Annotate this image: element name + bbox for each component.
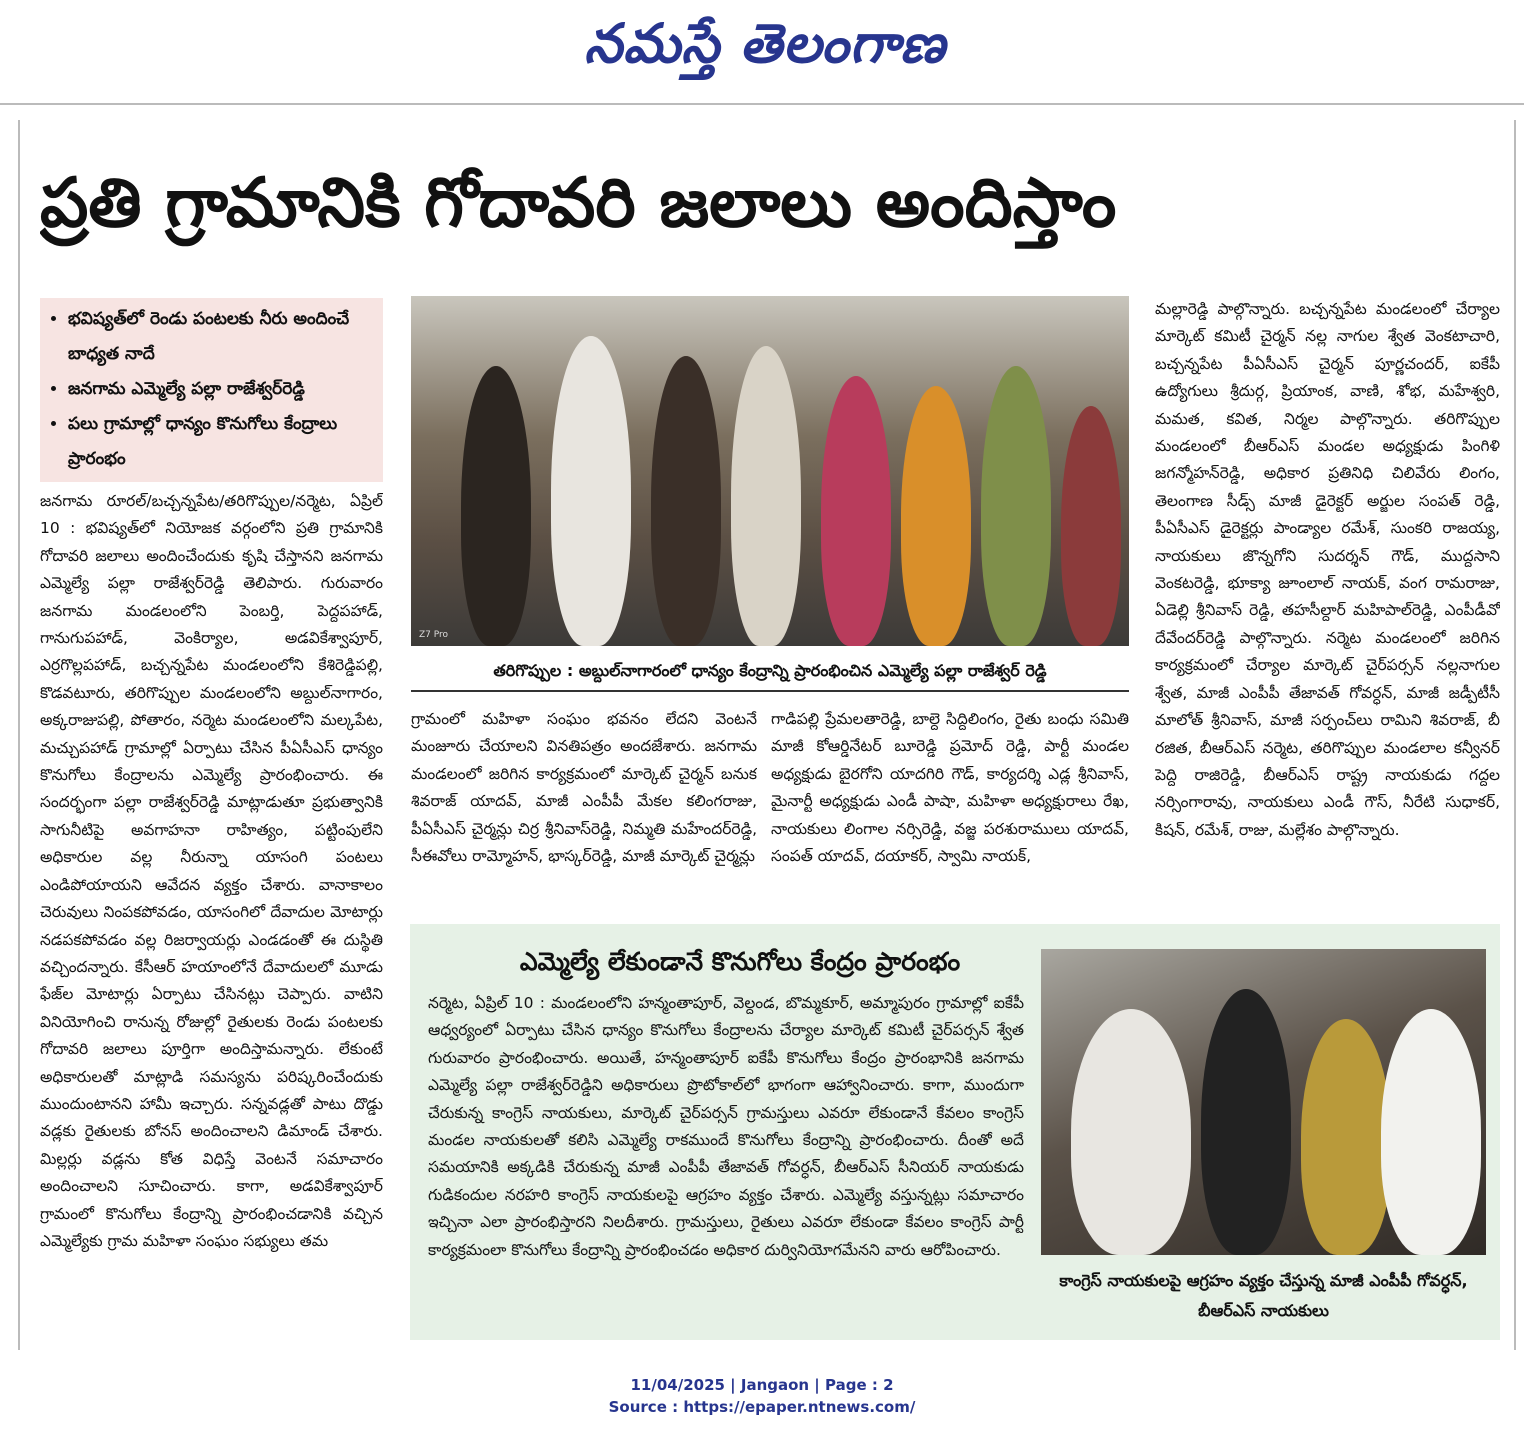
article-column-1 — [40, 488, 383, 1348]
article-text: గాడిపల్లి ప్రేమలతారెడ్డి, బాల్దె సిద్దిలింగం, రైతు బంధు సమితి మాజీ కోఆర్డినేటర్ బూరెడ్డి ప్రమోద్ రెడ్డి, పార్టీ మండల అధ్యక్షుడు బైరగోని యాదగిరి గౌడ్, కార్యదర్శి ఎడ్ల శ్రీనివాస్, మైనార్టీ అధ్యక్షుడు ఎండీ పాషా, మహిళా అధ్యక్షురాలు రేఖ, నాయకులు లింగాల నర్సిరెడ్డి, వజ్జ పరశురాములు యాదవ్, సంపత్ యాదవ్, దయాకర్, స్వామి నాయక్, — [771, 710, 1129, 866]
article-column-4 — [1155, 296, 1500, 912]
footer-date-edition: 11/04/2025 | Jangaon | Page : 2 — [630, 1376, 894, 1394]
footer-source-link[interactable]: Source : https://epaper.ntnews.com/ — [608, 1398, 916, 1416]
sidebar-story-title: ఎమ్మెల్యే లేకుండానే కొనుగోలు కేంద్రం ప్రారంభం — [519, 947, 961, 976]
article-photo — [411, 296, 1129, 646]
article-text: నర్మెట, ఏప్రిల్ 10 : మండలంలోని హన్మంతాపూర్, వెల్దండ, బొమ్మకూర్, అమ్మాపురం గ్రామాల్లో ఐకేపీ ఆధ్వర్యంలో ఏర్పాటు చేసిన ధాన్యం కొనుగోలు కేంద్రాలను చేర్యాల మార్కెట్ కమిటీ చైర్‌పర్సన్ శ్వేత గురువారం ప్రారంభించారు. అయితే, హన్మంతాపూర్ ఐకేపీ కొనుగోలు కేంద్రం ప్రారంభానికి జనగామ ఎమ్మెల్యే పల్లా రాజేశ్వర్‌రెడ్డిని అధికారులు ప్రొటోకాల్‌లో భాగంగా ఆహ్వానించారు. కాగా, ముందుగా చేరుకున్న కాంగ్రెస్ నాయకులు, మార్కెట్ చైర్‌పర్సన్ గ్రామస్తులు ఎవరూ లేకుండానే కేవలం కాంగ్రెస్ మండల నాయకులతో కలిసి ఎమ్మెల్యే రాకముందే కొనుగోలు కేంద్రాన్ని ప్రారంభించారు. దీంతో అదే సమయానికి అక్కడికి చేరుకున్న మాజీ ఎంపీపీ తేజావత్ గోవర్ధన్, బీఆర్ఎస్ సీనియర్ నాయకుడు గుడికందుల నరహరి కాంగ్రెస్ నాయకులపై ఆగ్రహం వ్యక్తం చేశారు. ఎమ్మెల్యే వస్తున్నట్లు సమాచారం ఇచ్చినా ఎలా ప్రారంభిస్తారని నిలదీశారు. గ్రామస్తులు, రైతులు ఎవరూ లేకుండా కేవలం కాంగ్రెస్ పార్టీ కార్యక్రమంలా కొనుగోలు కేంద్రాన్ని ప్రారంభించడం అధికార దుర్వినియోగమేనని వారు ఆరోపించారు. — [428, 994, 1024, 1259]
highlight-item: • జనగామ ఎమ్మెల్యే పల్లా రాజేశ్వర్‌రెడ్డి — [68, 372, 373, 407]
masthead — [0, 0, 1524, 105]
page-footer — [0, 1374, 1524, 1422]
sidebar-photo-caption: కాంగ్రెస్ నాయకులపై ఆగ్రహం వ్యక్తం చేస్తున్న మాజీ ఎంపీపీ గోవర్ధన్, బీఆర్ఎస్ నాయకులు — [1059, 1271, 1468, 1320]
highlight-item: • భవిష్యత్‌లో రెండు పంటలకు నీరు అందించే బాధ్యత నాదే — [68, 302, 373, 372]
article-text: గ్రామంలో మహిళా సంఘం భవనం లేదని వెంటనే మంజూరు చేయాలని వినతిపత్రం అందజేశారు. జనగామ మండలంలో జరిగిన కార్యక్రమంలో మార్కెట్ చైర్మన్ బనుక శివరాజ్ యాదవ్, మాజీ ఎంపీపీ మేకల కలింగరాజు, పీఏసీఎస్ చైర్మన్లు చిర్ర శ్రీనివాస్‌రెడ్డి, నిమ్మతి మహేందర్‌రెడ్డి, సీఈవోలు రామ్మోహన్, భాస్కర్‌రెడ్డి, మాజీ మార్కెట్ చైర్మన్లు — [411, 710, 757, 866]
highlight-item: • పలు గ్రామాల్లో ధాన్యం కొనుగోలు కేంద్రాలు ప్రారంభం — [68, 407, 373, 477]
sidebar-story-text — [428, 990, 1024, 1330]
article-text: జనగామ రూరల్/బచ్చన్నపేట/తరిగొప్పుల/నర్మెట, ఏప్రిల్ 10 : భవిష్యత్‌లో నియోజక వర్గంలోని ప్రతి గ్రామానికి గోదావరి జలాలు అందించేందుకు కృషి చేస్తానని జనగామ ఎమ్మెల్యే పల్లా రాజేశ్వర్‌రెడ్డి తెలిపారు. గురువారం జనగామ మండలంలోని పెంబర్తి, పెద్దపహాడ్, గానుగుపహాడ్, వెంకిర్యాల, అడవికేశ్వాపూర్, ఎర్రగొల్లపహాడ్, బచ్చన్నపేట మండలంలోని కేశిరెడ్డిపల్లి, కొడవటూరు, తరిగొప్పుల మండలంలోని అబ్దుల్‌నాగారం, అక్కరాజుపల్లి, పోతారం, నర్మెట మండలంలోని మల్కపేట, మచ్చుపహాడ్ గ్రామాల్లో ఏర్పాటు చేసిన పీఏసీఎస్ ధాన్యం కొనుగోలు కేంద్రాలను ఎమ్మెల్యే ప్రారంభించారు. ఈ సందర్భంగా పల్లా రాజేశ్వర్‌రెడ్డి మాట్లాడుతూ ప్రభుత్వానికి సాగునీటిపై అవగాహనా రాహిత్యం, పట్టింపులేని అధికారుల వల్ల నీరున్నా యాసంగి పంటలు ఎండిపోయాయని ఆవేదన వ్యక్తం చేశారు. వానాకాలం చెరువులు నింపకపోవడం, యాసంగిలో దేవాదుల మోటార్లు నడపకపోవడం వల్ల రిజర్వాయర్లు ఎండడంతో ఈ దుస్థితి వచ్చిందన్నారు. కేసీఆర్ హయాంలోనే దేవాదులలో మూడు ఫేజ్‌ల మోటార్లు ఏర్పాటు చేసినట్లు చెప్పారు. వాటిని వినియోగించి రానున్న రోజుల్లో రైతులకు రెండు పంటలకు గోదావరి జలాలు పూర్తిగా అందిస్తామన్నారు. లేకుంటే అధికారులతో మాట్లాడి సమస్యను పరిష్కరించేందుకు ముందుంటానని హామీ ఇచ్చారు. సన్నవడ్లతో పాటు దొడ్డు వడ్లకు రైతులకు బోనస్ అందించాలని డిమాండ్ చేశారు. మిల్లర్లు వడ్లను కోత విధిస్తే వెంటనే సమాచారం అందించాలని సూచించారు. కాగా, అడవికేశ్వాపూర్ గ్రామంలో కొనుగోలు కేంద్రాన్ని ప్రారంభించడానికి వచ్చిన ఎమ్మెల్యేకు గ్రామ మహిళా సంఘం సభ్యులు తమ — [40, 492, 383, 1250]
photo-caption: తరిగొప్పుల : అబ్దుల్‌నాగారంలో ధాన్యం కేంద్రాన్ని ప్రారంభించిన ఎమ్మెల్యే పల్లా రాజేశ్వర్ రెడ్డి — [411, 652, 1129, 692]
article-column-3 — [771, 706, 1129, 912]
article-column-2 — [411, 706, 757, 912]
sidebar-story-photo — [1041, 949, 1486, 1255]
photo-watermark: Z7 Pro — [419, 630, 449, 640]
headline: ప్రతి గ్రామానికి గోదావరి జలాలు అందిస్తాం — [40, 164, 1117, 243]
highlights-box — [40, 298, 383, 482]
newspaper-logo: నమస్తే తెలంగాణ — [584, 12, 946, 75]
article-text: మల్లారెడ్డి పాల్గొన్నారు. బచ్చన్నపేట మండలంలో చేర్యాల మార్కెట్ కమిటీ చైర్మన్ నల్ల నాగుల శ్వేత వెంకటాచారి, బచ్చన్నపేట పీఏసీఎస్ చైర్మన్ పూర్ణచందర్, ఐకేపీ ఉద్యోగులు శ్రీదుర్గ, ప్రియాంక, వాణి, శోభ, మహేశ్వరి, మమత, కవిత, నిర్మల పాల్గొన్నారు. తరిగొప్పుల మండలంలో బీఆర్ఎస్ మండల అధ్యక్షుడు పింగిళి జగన్మోహన్‌రెడ్డి, అధికార ప్రతినిధి చిలివేరు లింగం, తెలంగాణ సీడ్స్ మాజీ డైరెక్టర్ అర్జుల సంపత్ రెడ్డి, పీఏసీఎస్ డైరెక్టర్లు పాండ్యాల రమేశ్, సుంకరి రాజయ్య, నాయకులు జొన్నగోని సుదర్శన్ గౌడ్, ముద్దసాని వెంకటరెడ్డి, భూక్యా జూంలాల్ నాయక్, వంగ రామరాజు, ఏడెల్లి శ్రీనివాస్ రెడ్డి, తహసీల్దార్ మహిపాల్‌రెడ్డి, ఎంపీడీవో దేవేందర్‌రెడ్డి పాల్గొన్నారు. నర్మెట మండలంలో జరిగిన కార్యక్రమంలో చేర్యాల మార్కెట్ చైర్‌పర్సన్ నల్లనాగుల శ్వేత, మాజీ ఎంపీపీ తేజావత్ గోవర్ధన్, మాజీ జడ్పీటీసీ మాలోత్ శ్రీనివాస్, మాజీ సర్పంచ్‌లు రామిని శివరాజ్, బీ రజిత, బీఆర్ఎస్ నర్మెట, తరిగొప్పుల మండలాల కన్వీనర్ పెద్ది రాజిరెడ్డి, బీఆర్ఎస్ రాష్ట్ర నాయకుడు గద్దల నర్సింగారావు, నాయకులు ఎండీ గౌస్, నీరేటి సుధాకర్, కిషన్, రమేశ్, రాజు, మల్లేశం పాల్గొన్నారు. — [1155, 300, 1500, 839]
